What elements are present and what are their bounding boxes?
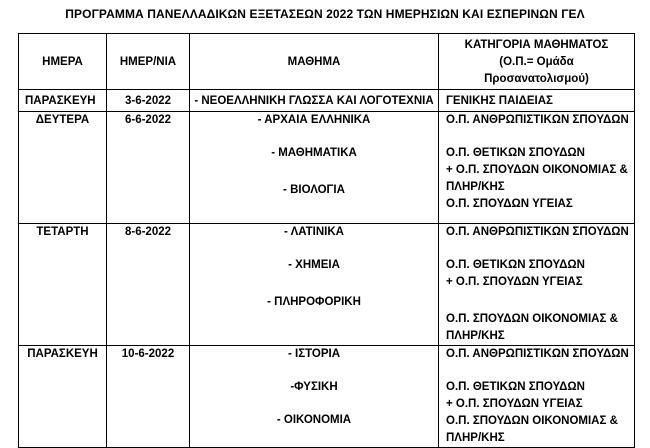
header-day: ΗΜΕΡΑ	[19, 34, 107, 90]
row-category: + Ο.Π. ΣΠΟΥΔΩΝ ΥΓΕΙΑΣ	[446, 276, 583, 288]
document-title: ΠΡΟΓΡΑΜΜΑ ΠΑΝΕΛΛΑΔΙΚΩΝ ΕΞΕΤΑΣΕΩΝ 2022 ΤΩΝ ΗΜΕΡΗΣΙΩΝ ΚΑΙ ΕΣΠΕΡΙΝΩΝ ΓΕΛ	[65, 7, 585, 21]
row-date: 8-6-2022	[124, 226, 172, 238]
table-row	[19, 90, 635, 112]
row-subject: - ΧΗΜΕΙΑ	[288, 259, 340, 271]
row-category: + Ο.Π. ΣΠΟΥΔΩΝ ΥΓΕΙΑΣ	[446, 398, 583, 410]
table-row	[19, 224, 635, 346]
table-row	[19, 346, 635, 448]
row-category: Ο.Π. ΘΕΤΙΚΩΝ ΣΠΟΥΔΩΝ	[446, 147, 585, 159]
row-subject: - ΝΕΟΕΛΛΗΝΙΚΗ ΓΛΩΣΣΑ ΚΑΙ ΛΟΓΟΤΕΧΝΙΑ	[190, 90, 439, 112]
row-day: ΤΕΤΑΡΤΗ	[36, 226, 89, 238]
row-category: Ο.Π. ΣΠΟΥΔΩΝ ΟΙΚΟΝΟΜΙΑΣ &	[446, 313, 618, 325]
header-category-line2-prefix: (Ο.Π.=	[499, 56, 534, 68]
row-date: 3-6-2022	[107, 90, 190, 112]
header-category	[439, 34, 635, 90]
header-category-line2-rest: Ομάδα	[533, 56, 574, 68]
row-category: ΠΛΗΡ/ΚΗΣ	[446, 181, 505, 193]
row-category: Ο.Π. ΘΕΤΙΚΩΝ ΣΠΟΥΔΩΝ	[446, 381, 585, 393]
row-category: ΠΛΗΡ/ΚΗΣ	[446, 330, 505, 342]
table-row	[19, 112, 635, 224]
row-category: ΠΛΗΡ/ΚΗΣ	[446, 432, 505, 444]
exam-schedule-table	[18, 33, 635, 448]
row-subject: - ΜΑΘΗΜΑΤΙΚΑ	[271, 147, 357, 159]
row-category: + Ο.Π. ΣΠΟΥΔΩΝ ΟΙΚΟΝΟΜΙΑΣ &	[446, 164, 628, 176]
header-date: ΗΜΕΡ/ΝΙΑ	[107, 34, 190, 90]
row-subject: - ΑΡΧΑΙΑ ΕΛΛΗΝΙΚΑ	[257, 114, 371, 126]
row-subject: -ΦΥΣΙΚΗ	[290, 381, 338, 393]
row-date: 6-6-2022	[124, 114, 172, 126]
header-subject: ΜΑΘΗΜΑ	[190, 34, 439, 90]
row-subject: - ΟΙΚΟΝΟΜΙΑ	[276, 414, 352, 426]
row-category: Ο.Π. ΑΝΘΡΩΠΙΣΤΙΚΩΝ ΣΠΟΥΔΩΝ	[446, 348, 629, 360]
row-day: ΠΑΡΑΣΚΕΥΗ	[27, 348, 98, 360]
row-date: 10-6-2022	[121, 348, 175, 360]
row-category: Ο.Π. ΑΝΘΡΩΠΙΣΤΙΚΩΝ ΣΠΟΥΔΩΝ	[446, 226, 629, 238]
row-day: ΔΕΥΤΕΡΑ	[35, 114, 90, 126]
row-subject: - ΙΣΤΟΡΙΑ	[287, 348, 341, 360]
row-category: Ο.Π. ΣΠΟΥΔΩΝ ΟΙΚΟΝΟΜΙΑΣ &	[446, 415, 618, 427]
row-category: Ο.Π. ΣΠΟΥΔΩΝ ΥΓΕΙΑΣ	[446, 198, 573, 210]
row-day: ΠΑΡΑΣΚΕΥΗ	[19, 90, 107, 112]
header-category-line1: ΚΑΤΗΓΟΡΙΑ ΜΑΘΗΜΑΤΟΣ	[464, 39, 609, 51]
row-category: Ο.Π. ΑΝΘΡΩΠΙΣΤΙΚΩΝ ΣΠΟΥΔΩΝ	[446, 114, 629, 126]
row-subject: - ΒΙΟΛΟΓΙΑ	[283, 184, 345, 196]
table-header-row	[19, 34, 635, 90]
row-category: ΓΕΝΙΚΗΣ ΠΑΙΔΕΙΑΣ	[439, 90, 635, 112]
row-subject: - ΠΛΗΡΟΦΟΡΙΚΗ	[267, 296, 361, 308]
header-category-line3: Προσανατολισμού)	[484, 73, 589, 85]
row-subject: - ΛΑΤΙΝΙΚΑ	[284, 226, 344, 238]
row-category: Ο.Π. ΘΕΤΙΚΩΝ ΣΠΟΥΔΩΝ	[446, 259, 585, 271]
